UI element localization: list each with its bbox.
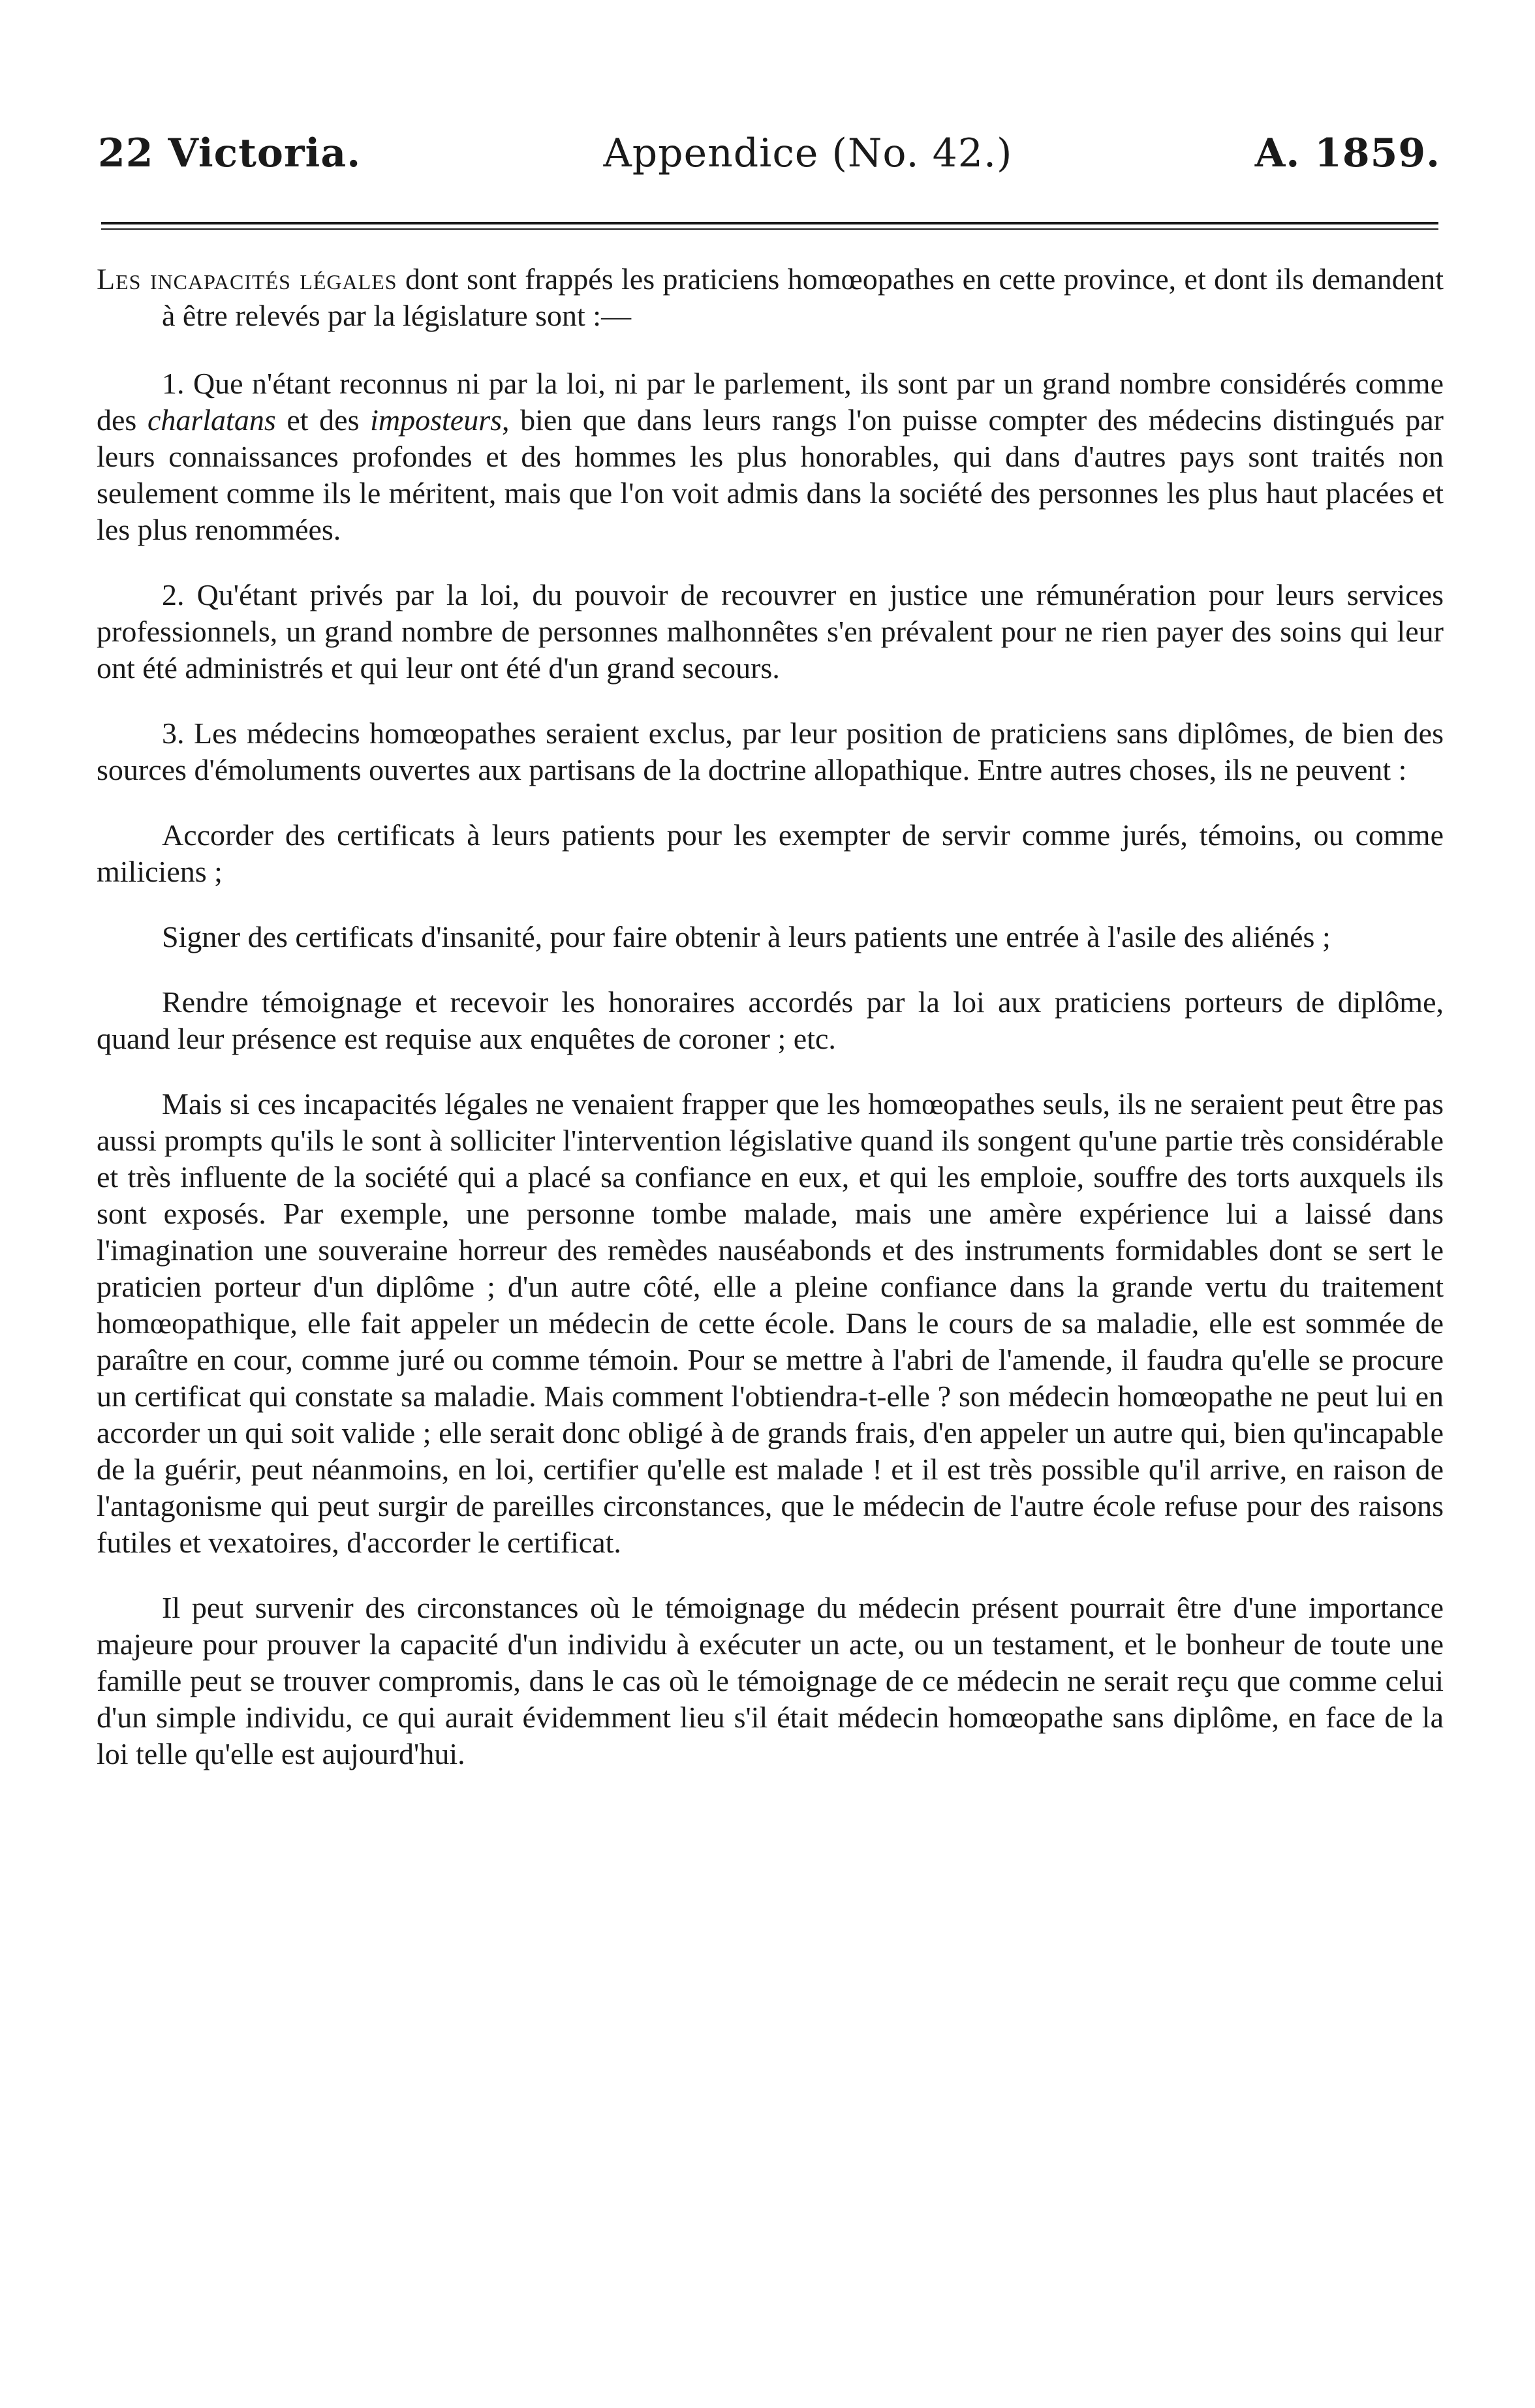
paragraph-1-charlatans: charlatans [147, 403, 276, 437]
paragraph-1 [97, 365, 1444, 548]
paragraph-4: Accorder des certificats à leurs patients pour les exempter de servir comme jurés, témoins, ou comme miliciens ; [97, 818, 1444, 888]
header-rule-thin [101, 228, 1438, 230]
body-text [97, 261, 1444, 1798]
running-head [98, 131, 1440, 189]
paragraph-3: 3. Les médecins homœopathes seraient exclus, par leur position de praticiens sans diplômes, de bien des sources d'émoluments ouvertes aux partisans de la doctrine allopathique. Entre autres choses, ils ne peuvent : [97, 717, 1444, 786]
header-center: Appendice (No. 42.) [603, 131, 1013, 176]
paragraph-7: Mais si ces incapacités légales ne venaient frapper que les homœopathes seuls, ils ne seraient peut être pas aussi prompts qu'ils le sont à solliciter l'intervention législative quand ils songent qu'une partie très considérable et très influente de la société qui a placé sa confiance en eux, et qui les emploie, souffre des torts auxquels ils sont exposés. Par exemple, une personne tombe malade, mais une amère expérience lui a laissé dans l'imagination une souveraine horreur des remèdes nauséabonds et des instruments formidables dont se sert le praticien porteur d'un diplôme ; d'un autre côté, elle a pleine confiance dans la grande vertu du traitement homœopathique, elle fait appeler un médecin de cette école. Dans le cours de sa maladie, elle est sommée de paraître en cour, comme juré ou comme témoin. Pour se mettre à l'abri de l'amende, il faudra qu'elle se procure un certificat qui constate sa maladie. Mais comment l'obtiendra-t-elle ? son médecin homœopathe ne peut lui en accorder un qui soit valide ; elle serait donc obligé à de grands frais, d'en appeler un autre qui, bien qu'incapable de la guérir, peut néanmoins, en loi, certifier qu'elle est malade ! et il est très possible qu'il arrive, en raison de l'antagonisme qui peut surgir de pareilles circonstances, que le médecin de l'autre école refuse pour des raisons futiles et vexatoires, d'accorder le certificat. [97, 1087, 1444, 1559]
paragraph-6: Rendre témoignage et recevoir les honoraires accordés par la loi aux praticiens porteurs de diplôme, quand leur présence est requise aux enquêtes de coroner ; etc. [97, 985, 1444, 1055]
intro-paragraph [97, 261, 1444, 334]
paragraph-1-imposteurs: imposteurs [370, 403, 502, 437]
paragraph-1-part-e: , bien que dans leurs rangs l'on puisse compter des médecins distingués par leurs connaissances profondes et des hommes les plus honorables, qui dans d'autres pays sont traités non seulement comme ils le méritent, mais que l'on voit admis dans la société des personnes les plus haut placées et les plus renommées. [97, 403, 1444, 546]
paragraph-2: 2. Qu'étant privés par la loi, du pouvoir de recouvrer en justice une rémunération pour leurs services professionnels, un grand nombre de personnes malhonnêtes s'en prévalent pour ne rien payer des soins qui leur ont été administrés et qui leur ont été d'un grand secours. [97, 578, 1444, 685]
header-right: A. 1859. [1254, 131, 1440, 176]
paragraph-1-part-c: et des [275, 403, 371, 437]
paragraph-1-part-a: 1. Que n'étant reconnus ni par la loi, ni par le parlement, ils sont par un grand nombre considérés comme des [97, 367, 1444, 437]
header-left: 22 Victoria. [98, 131, 362, 176]
paragraph-5: Signer des certificats d'insanité, pour faire obtenir à leurs patients une entrée à l'asile des aliénés ; [162, 920, 1331, 953]
intro-rest: dont sont frappés les praticiens homœopathes en cette province, et dont ils demandent à être relevés par la législature sont :— [162, 262, 1444, 332]
header-rule-thick [101, 222, 1438, 224]
intro-lead: Les incapacités légales [97, 262, 397, 296]
paragraph-8: Il peut survenir des circonstances où le témoignage du médecin présent pourrait être d'une importance majeure pour prouver la capacité d'un individu à exécuter un acte, ou un testament, et le bonheur de toute une famille peut se trouver compromis, dans le cas où le témoignage de ce médecin ne serait reçu que comme celui d'un simple individu, ce qui aurait évidemment lieu s'il était médecin homœopathe sans diplôme, en face de la loi telle qu'elle est aujourd'hui. [97, 1591, 1444, 1770]
